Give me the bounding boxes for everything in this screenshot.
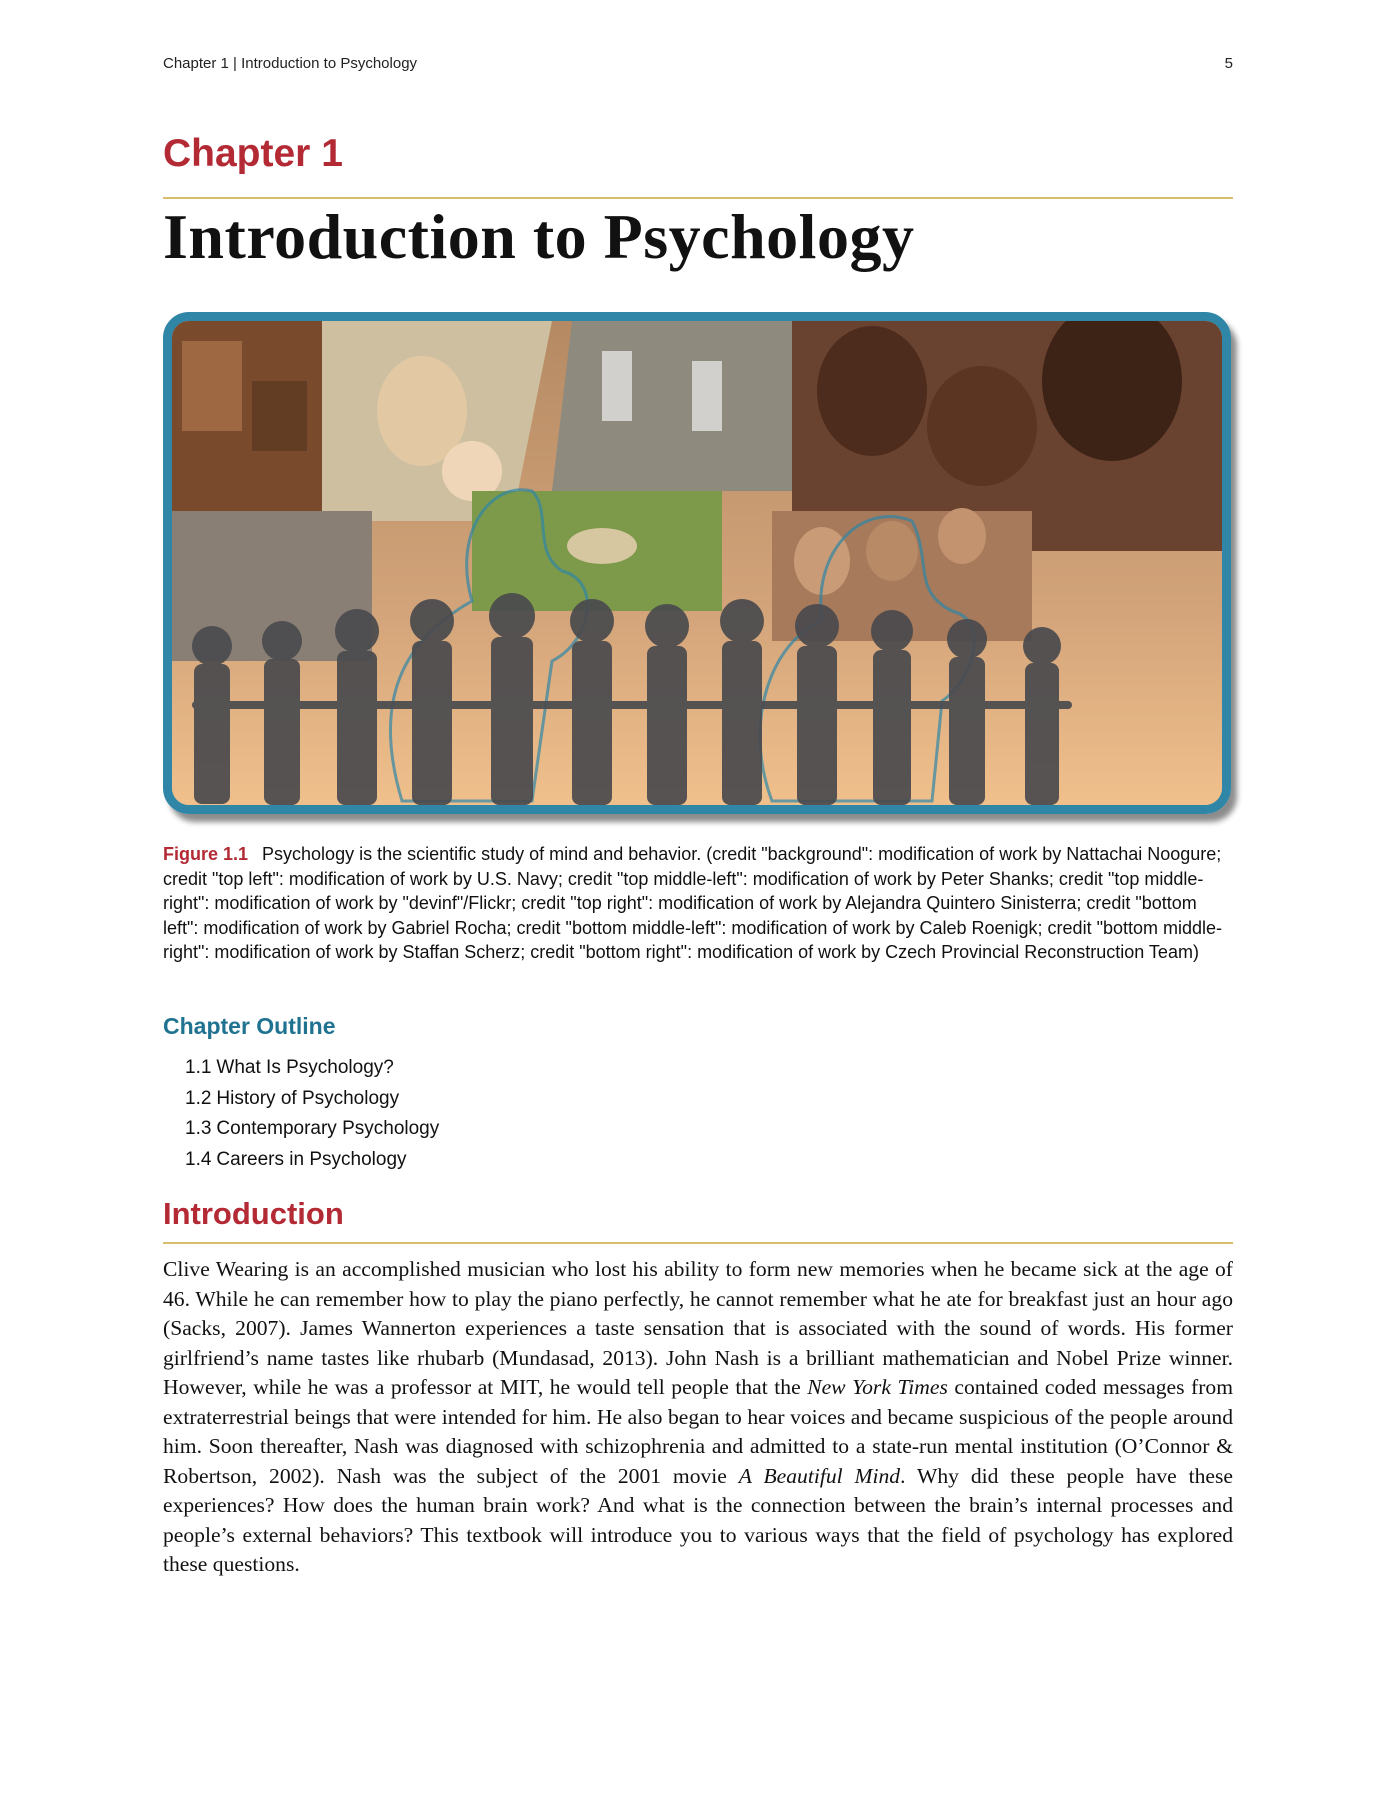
chapter-title: Introduction to Psychology xyxy=(163,201,915,272)
figure-collage xyxy=(172,321,1222,805)
chapter-label: Chapter 1 xyxy=(163,132,343,175)
paragraph-text-1: Clive Wearing is an accomplished musician who lost his ability to form new memories when he became sick at the age of 46. While he can remember how to play the piano perfectly, he cannot remember what he ate for breakfast just an hour ago (Sacks, 2007). James Wannerton experiences a taste sensation that is associated with the sound of words. His former girlfriend’s name tastes like rhubarb (Mundasad, 2013). John Nash is a brilliant mathematician and Nobel Prize winner. However, while he was a professor at MIT, he would tell people that the xyxy=(163,1257,1233,1399)
kitchen-photo xyxy=(552,321,792,491)
introduction-paragraph xyxy=(163,1255,1233,1580)
chapter-opening-figure xyxy=(163,312,1231,814)
silhouette-person xyxy=(947,619,987,805)
page-number: 5 xyxy=(1224,55,1233,72)
introduction-rule xyxy=(163,1242,1233,1244)
outline-item-text: Careers in Psychology xyxy=(216,1148,407,1170)
silhouette-person xyxy=(1023,627,1061,805)
running-header xyxy=(163,55,1233,72)
movie-title: A Beautiful Mind xyxy=(738,1463,901,1488)
outline-item[interactable] xyxy=(185,1114,439,1145)
child-face-2 xyxy=(927,366,1037,486)
newspaper-title: New York Times xyxy=(807,1375,948,1399)
paragraph-text-3: . Why did these people have these experiences? How does the human brain work? And what is the connection between the brain’s internal processes and people’s external behaviors? This textbook will introduce you to various ways that the field of psychology has explored these questions. xyxy=(163,1463,1234,1576)
outline-item-text: What Is Psychology? xyxy=(216,1057,394,1078)
outline-item-number: 1.4 xyxy=(185,1148,212,1170)
paragraph-text-2: contained coded messages from extraterrestrial beings that were intended for him. He also began to hear voices and became suspicious of the people around him. Soon thereafter, Nash was diagnosed with schizophrenia and admitted to a state-run mental institution (O’Connor & Robertson, 2002). Nash was the subject of the 2001 movie xyxy=(163,1375,1234,1488)
outline-item-number: 1.3 xyxy=(185,1118,212,1139)
outline-item-text: History of Psychology xyxy=(216,1087,400,1109)
farmer-hat xyxy=(567,528,637,564)
silhouette-person xyxy=(262,621,302,805)
figure-caption-text: Psychology is the scientific study of mind and behavior. (credit "background": modification of work by Nattachai Noogure; credit "top left": modification of work by U.S. Navy; credit "top middle-left": modification of work by Peter Shanks; credit "top middle-right": modification of work by "devinf"/Flickr; credit "top right": modification of work by Alejandra Quintero Sinisterra; credit "bottom left": modification of work by Gabriel Rocha; credit "bottom middle-left": modification of work by Caleb Roenigk; credit "bottom middle-right": modification of work by Staffan Scherz; credit "bottom right": modification of work by Czech Provincial Reconstruction Team) xyxy=(163,844,1223,962)
outline-item[interactable] xyxy=(185,1084,439,1115)
cook-figure-2 xyxy=(692,361,722,431)
boy-face-3 xyxy=(938,508,986,564)
running-title: Chapter 1 | Introduction to Psychology xyxy=(163,55,418,72)
outline-item-number: 1.1 xyxy=(185,1057,212,1078)
boy-face-2 xyxy=(866,521,918,581)
cook-figure xyxy=(602,351,632,421)
figure-label: Figure 1.1 xyxy=(163,844,249,864)
silhouette-person xyxy=(192,626,232,804)
chapter-outline-heading: Chapter Outline xyxy=(163,1013,336,1039)
outline-item[interactable] xyxy=(185,1053,439,1084)
outline-item-text: Contemporary Psychology xyxy=(216,1118,440,1139)
outline-item-number: 1.2 xyxy=(185,1087,212,1109)
figure-caption xyxy=(163,842,1233,965)
chapter-title-rule xyxy=(163,197,1233,199)
outline-item[interactable] xyxy=(185,1145,439,1176)
silhouette-person xyxy=(489,593,535,805)
classroom-figure xyxy=(182,341,242,431)
classroom-figure-2 xyxy=(252,381,307,451)
introduction-heading: Introduction xyxy=(163,1196,344,1231)
child-face-1 xyxy=(817,326,927,456)
joined-hands xyxy=(192,701,1072,709)
chapter-outline-list xyxy=(185,1053,439,1175)
